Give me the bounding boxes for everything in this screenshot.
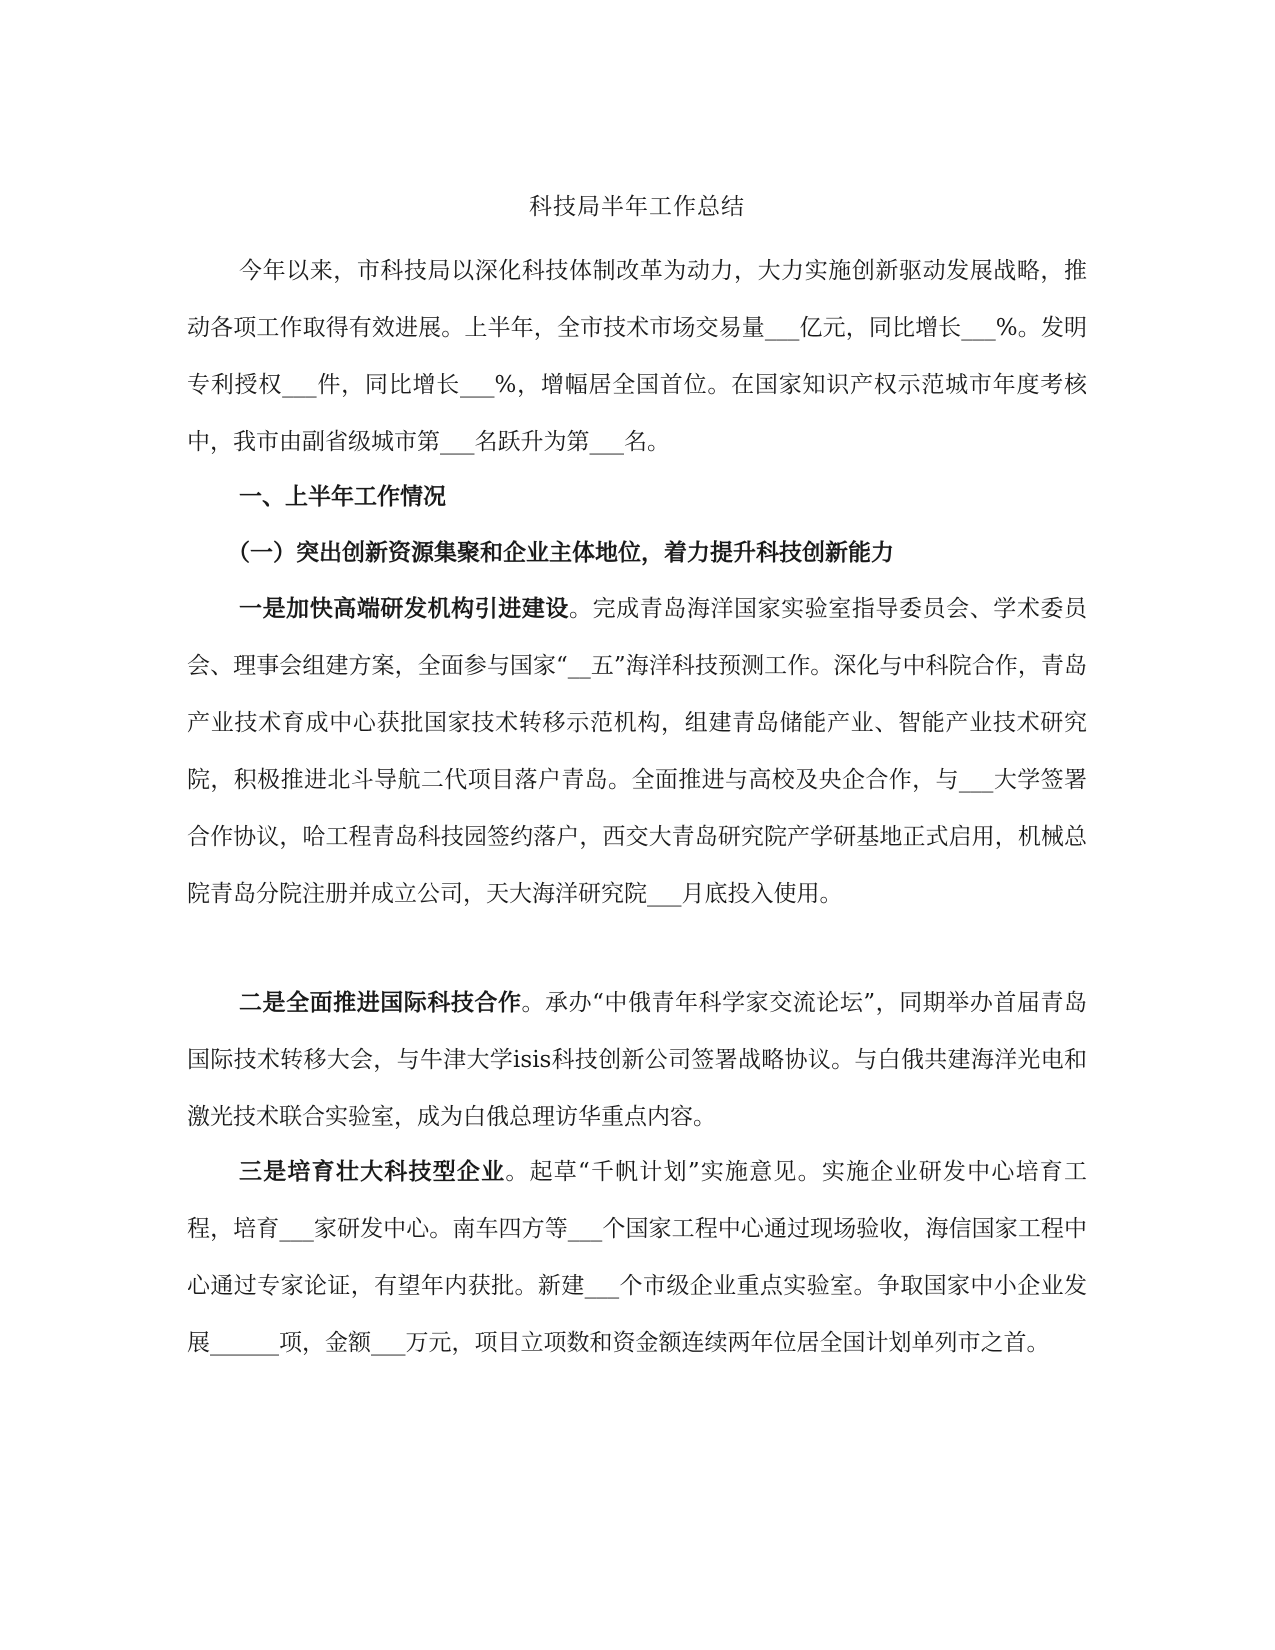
item-body-3: 。起草“千帆计划”实施意见。实施企业研发中心培育工程，培育___家研发中心。南车四方等___个国家工程中心通过现场验收，海信国家工程中心通过专家论证，有望年内获批。新建___个市级企业重点实验室。争取国家中小企业发展______项，金额___万元，项目立项数和资金额连续两年位居全国计划单列市之首。 bbox=[187, 1159, 1087, 1356]
document-title: 科技局半年工作总结 bbox=[529, 194, 745, 220]
item-paragraph-2 bbox=[187, 975, 1087, 1146]
item-paragraph-3 bbox=[187, 1144, 1087, 1372]
item-body-2: 。承办“中俄青年科学家交流论坛”，同期举办首届青岛国际技术转移大会，与牛津大学isis科技创新公司签署战略协议。与白俄共建海洋光电和激光技术联合实验室，成为白俄总理访华重点内容。 bbox=[187, 990, 1087, 1130]
item-lead-2: 二是全面推进国际科技合作 bbox=[239, 990, 522, 1016]
item-lead-1: 一是加快高端研发机构引进建设 bbox=[239, 596, 569, 622]
intro-paragraph: 今年以来，市科技局以深化科技体制改革为动力，大力实施创新驱动发展战略，推动各项工作取得有效进展。上半年，全市技术市场交易量___亿元，同比增长___%。发明专利授权___件，同比增长___%，增幅居全国首位。在国家知识产权示范城市年度考核中，我市由副省级城市第___名跃升为第___名。 bbox=[187, 258, 1087, 455]
item-paragraph-1 bbox=[187, 581, 1087, 923]
subsection-heading: （一）突出创新资源集聚和企业主体地位，着力提升科技创新能力 bbox=[227, 540, 894, 566]
item-body-1: 。完成青岛海洋国家实验室指导委员会、学术委员会、理事会组建方案，全面参与国家“__五”海洋科技预测工作。深化与中科院合作，青岛产业技术育成中心获批国家技术转移示范机构，组建青岛储能产业、智能产业技术研究院，积极推进北斗导航二代项目落户青岛。全面推进与高校及央企合作，与___大学签署合作协议，哈工程青岛科技园签约落户，西交大青岛研究院产学研基地正式启用，机械总院青岛分院注册并成立公司，天大海洋研究院___月底投入使用。 bbox=[187, 596, 1087, 907]
section-heading: 一、上半年工作情况 bbox=[239, 484, 446, 510]
item-lead-3: 三是培育壮大科技型企业 bbox=[239, 1159, 506, 1185]
